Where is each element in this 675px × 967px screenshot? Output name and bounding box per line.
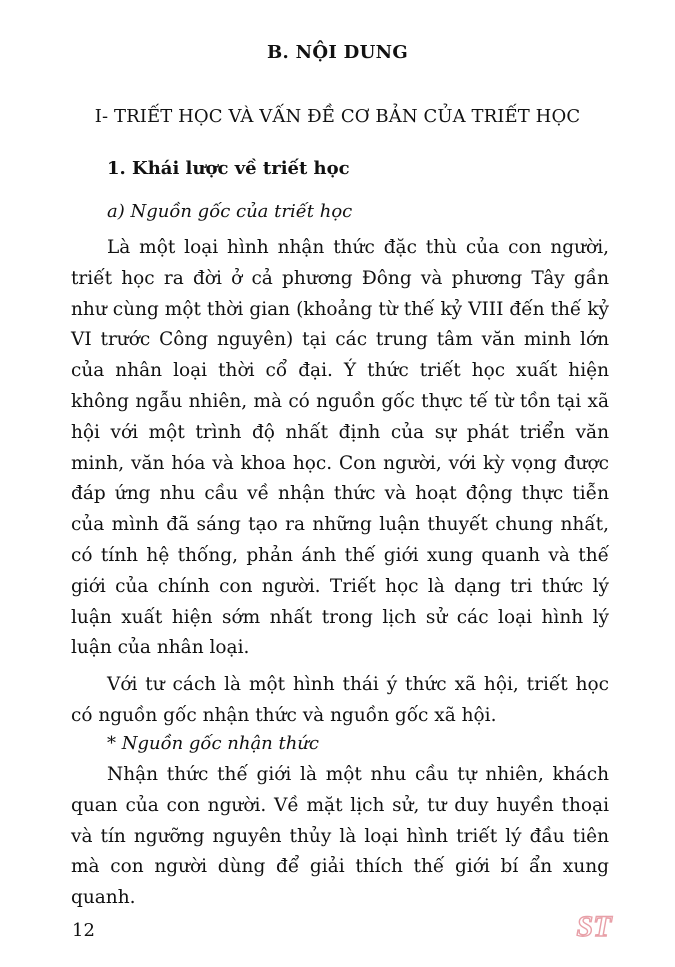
svg-text:ST: ST	[576, 910, 612, 943]
subheading-nguon-goc-nhan-thuc: * Nguồn gốc nhận thức	[107, 733, 319, 754]
heading-khai-luoc: 1. Khái lược về triết học	[107, 158, 350, 179]
paragraph-1: Là một loại hình nhận thức đặc thù của con người, triết học ra đời ở cả phương Đông và phương Tây gần như cùng một thời gian (khoảng từ thế kỷ VIII đến thế kỷ VI trước Công nguyên) tại các trung tâm văn minh lớn của nhân loại thời cổ đại. Ý thức triết học xuất hiện không ngẫu nhiên, mà có nguồn gốc thực tế từ tồn tại xã hội với một trình độ nhất định của sự phát triển văn minh, văn hóa và khoa học. Con người, với kỳ vọng được đáp ứng nhu cầu về nhận thức và hoạt động thực tiễn của mình đã sáng tạo ra những luận thuyết chung nhất, có tính hệ thống, phản ánh thế giới xung quanh và thế giới của chính con người. Triết học là dạng tri thức lý luận xuất hiện sớm nhất trong lịch sử các loại hình lý luận của nhân loại.	[71, 237, 609, 659]
heading-nguon-goc: a) Nguồn gốc của triết học	[107, 201, 353, 222]
page-number: 12	[72, 920, 95, 941]
paragraph-3: Nhận thức thế giới là một nhu cầu tự nhiên, khách quan của con người. Về mặt lịch sử, tư duy huyền thoại và tín ngưỡng nguyên thủy là loại hình triết lý đầu tiên mà con người dùng để giải thích thế giới bí ẩn xung quanh.	[71, 764, 609, 909]
section-title: B. NỘI DUNG	[267, 42, 408, 63]
paragraph-2: Với tư cách là một hình thái ý thức xã hội, triết học có nguồn gốc nhận thức và nguồn gốc xã hội.	[71, 674, 609, 726]
publisher-logo-icon	[574, 905, 614, 945]
part-title: I- TRIẾT HỌC VÀ VẤN ĐỀ CƠ BẢN CỦA TRIẾT HỌC	[94, 106, 581, 127]
